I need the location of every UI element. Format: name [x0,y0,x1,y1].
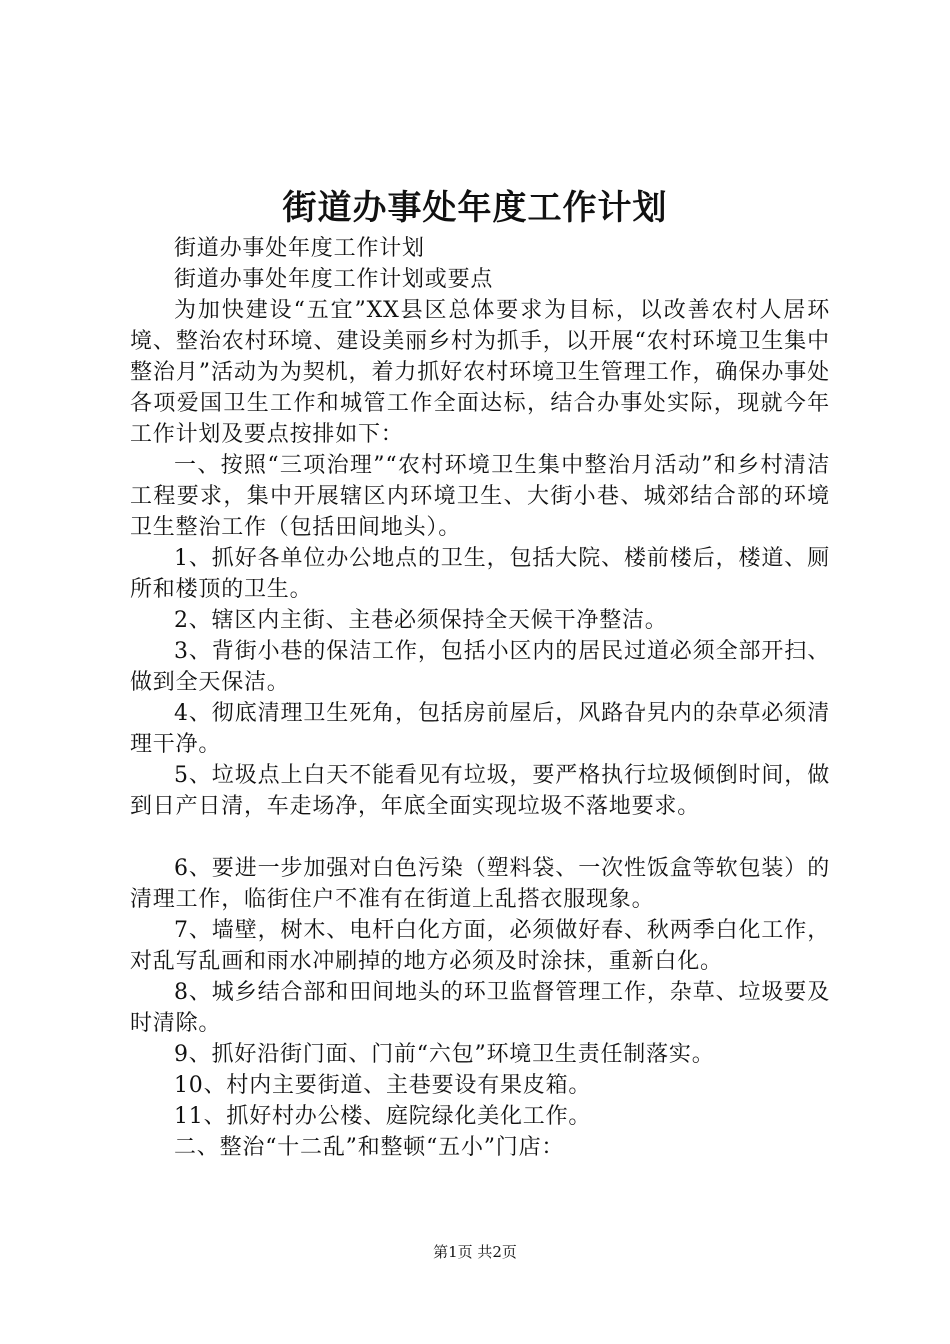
paragraph: 8、城乡结合部和田间地头的环卫监督管理工作，杂草、垃圾要及时清除。 [130,980,830,1036]
paragraph: 7、墙壁，树木、电杆白化方面，必须做好春、秋两季白化工作，对乱写乱画和雨水冲刷掉的地方必须及时涂抹，重新白化。 [130,918,830,974]
paragraph: 5、垃圾点上白天不能看见有垃圾，要严格执行垃圾倾倒时间，做到日产日清，车走场净，年底全面实现垃圾不落地要求。 [130,763,830,819]
paragraph: 为加快建设“五宜”XX县区总体要求为目标，以改善农村人居环境、整治农村环境、建设美丽乡村为抓手，以开展“农村环境卫生集中整治月”活动为为契机，着力抓好农村环境卫生管理工作，确保办事处各项爱国卫生工作和城管工作全面达标，结合办事处实际，现就今年工作计划及要点按排如下： [130,298,830,447]
paragraph: 3、背街小巷的保洁工作，包括小区内的居民过道必须全部开扫、做到全天保洁。 [130,639,830,695]
paragraph: 街道办事处年度工作计划 [174,236,425,261]
paragraph: 一、按照“三项治理”“农村环境卫生集中整治月活动”和乡村清洁工程要求，集中开展辖区内环境卫生、大街小巷、城郊结合部的环境卫生整治工作（包括田间地头）。 [130,453,830,540]
paragraph: 10、村内主要街道、主巷要设有果皮箱。 [174,1073,592,1098]
page-footer: 第1页 共2页 [433,1243,517,1261]
document-title: 街道办事处年度工作计划 [282,188,668,228]
paragraph: 二、整治“十二乱”和整顿“五小”门店： [174,1135,565,1160]
paragraph: 6、要进一步加强对白色污染（塑料袋、一次性饭盒等软包装）的清理工作，临街住户不准有在街道上乱搭衣服现象。 [130,856,830,912]
paragraph: 9、抓好沿街门面、门前“六包”环境卫生责任制落实。 [174,1042,715,1067]
document-body [130,233,830,1163]
paragraph: 11、抓好村办公楼、庭院绿化美化工作。 [174,1104,592,1129]
paragraph: 街道办事处年度工作计划或要点 [174,267,494,292]
paragraph: 1、抓好各单位办公地点的卫生，包括大院、楼前楼后，楼道、厕所和楼顶的卫生。 [130,546,830,602]
paragraph: 2、辖区内主街、主巷必须保持全天候干净整洁。 [174,608,668,633]
paragraph: 4、彻底清理卫生死角，包括房前屋后，风路旮旯内的杂草必须清理干净。 [130,701,830,757]
